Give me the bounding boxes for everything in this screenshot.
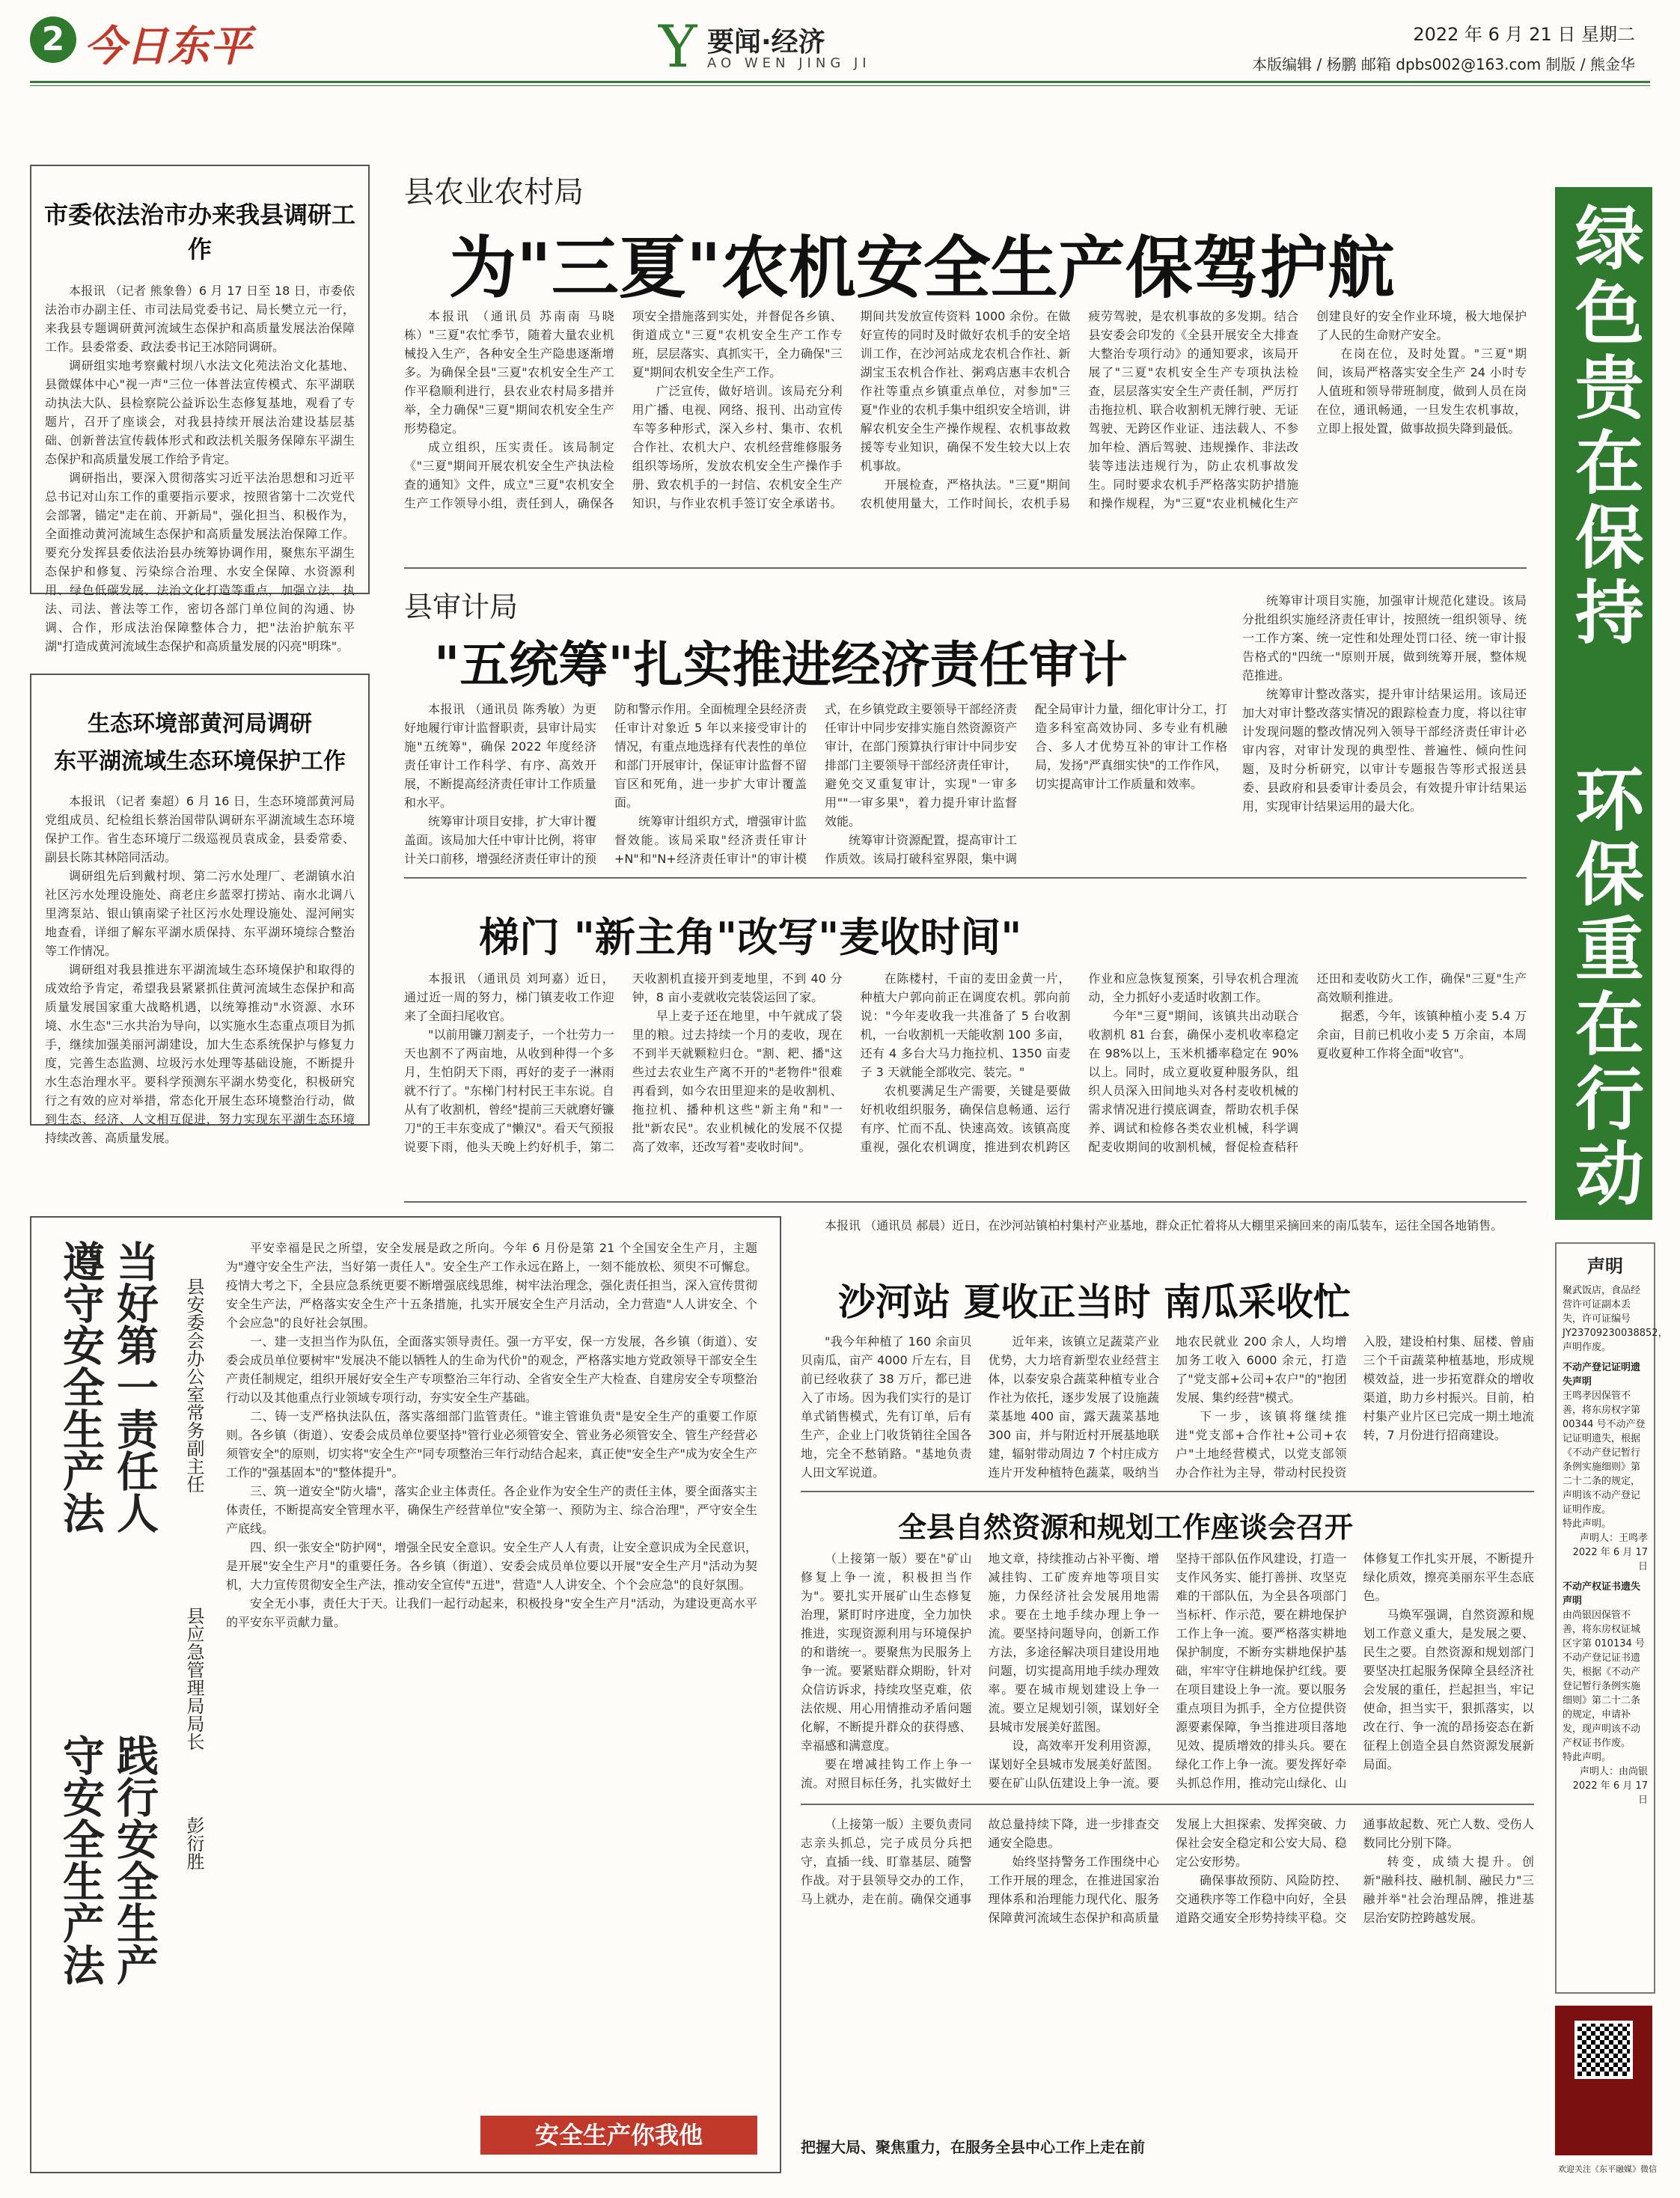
notice-item: 声明人：由尚银: [1579, 1766, 1648, 1777]
paragraph: 始终坚持警务工作围绕中心工作开展的理念，在推进国家治理体系和治理能力现代化、服务保障黄河流域生态保护和高质量发展上大担探索、发挥突破、力保社会安全稳定和公安大局、稳定公安形势。: [988, 1817, 1347, 1925]
notice-item: 由尚银因保管不善，将东房权证城区字第 010134 号不动产登记证书遗失，根据《不动产登记暂行条例实施细则》第二十二条的规定，申请补发，现声明该不动产权证书作废。: [1563, 1610, 1645, 1749]
masthead-divider: [30, 81, 1650, 83]
notice-item: 特此声明。: [1563, 1752, 1612, 1763]
slogan-text-right: 环保重在行动: [1564, 763, 1644, 1212]
article-body: [404, 969, 1527, 1194]
section-divider: [801, 1804, 1534, 1805]
paragraph: 统筹审计资源配置，提高审计工作质效。该局打破科室界限，集中调配全局审计力量，细化审计分工，打造多科室高效协同、多专业有机融合、多人才优势互补的审计工作格局，发扬"严真细实快"的工作作风，切实提高审计工作质量和效率。: [825, 702, 1227, 866]
article-box-ecology: [30, 674, 370, 1145]
paragraph: 早上麦子还在地里，中午就成了袋里的粮。过去持续一个月的麦收，现在不到半天就颗粒归仓。"割、耙、播"这些过去农业生产离不开的"老物件"很难再看到，如今农田里迎来的是收割机、拖拉机、播种机这些"新主角"和"一批"新农民"。农业机械化的发展不仅提高了效率，还改写着"麦收时间"。: [632, 1009, 843, 1154]
article-headline: 为"三夏"农机安全生产保驾护航: [449, 228, 1395, 308]
paragraph: 本报讯 （记者 熊象鲁）6 月 17 日至 18 日，市委依法治市办副主任、市司法局党委书记、局长樊立元一行，来我县专题调研黄河流域生态保护和高质量发展法治保障工作。县委常委、政法委书记王冰陪同调研。: [45, 284, 355, 354]
paragraph: 农机要满足生产需要，关键是要做好机收组织服务，确保信息畅通、运行有序、忙而不乱、快速高效。该镇高度重视，强化农机调度，推进到农机跨区作业和应急恢复预案，引导农机合理流动，全力抓好小麦适时收割工作。: [860, 971, 1299, 1154]
paragraph: 据悉，今年，该镇种植小麦 5.4 万余亩，目前已机收小麦 5 万余亩，本周夏收夏种工作将全面"收官"。: [1316, 1009, 1527, 1060]
notice-item-title: 不动产登记证明遗失声明: [1563, 1362, 1641, 1388]
slogan-banner-lower: [1555, 763, 1652, 1212]
paragraph: 转变，成绩大提升。创新"融科技、融机制、融民力"三融并举"社会治理品牌，推进基层治安防控跨越发展。: [1363, 1854, 1534, 1925]
article-box-law: [30, 165, 370, 653]
paragraph: 成立组织，压实责任。该局制定《"三夏"期间开展农机安全生产执法检查的通知》文件，成立"三夏"农机安全生产工作领导小组，责任到人，确保各项安全措施落到实处，并督促各乡镇、街道成立"三夏"农机安全生产工作专班，层层落实、真抓实干，全力确保"三夏"期间农机安全生产工作。: [404, 309, 843, 510]
page-number: 2: [30, 16, 76, 63]
article-title: 生态环境部黄河局调研: [88, 711, 312, 737]
paragraph: 统筹审计项目安排，扩大审计覆盖面。该局加大任中审计比例，将审计关口前移，增强经济责任审计的预防和警示作用。全面梳理全县经济责任审计对象近 5 年以来接受审计的情况，有重点地选择有代表性的单位和部门开展审计，保证审计监督不留盲区和死角，进一步扩大审计覆盖面。: [404, 702, 807, 866]
article-body: [801, 1549, 1534, 1796]
notice-box: [1555, 1242, 1668, 1994]
paragraph: 要在增减挂钩工作上争一流。对照目标任务，扎实做好土地文章，持续推动占补平衡、增减挂钩、工矿废弃地等项目实施，力保经济社会发展用地需求。要在土地手续办理上争一流。要坚持问题导向，创新工作方法，多途径解决项目建设用地问题，切实提高用地手续办理效率。要在城市规划建设上争一流。要立足规划引领，谋划好全县城市发展美好蓝图。: [801, 1551, 1159, 1790]
notice-item: 2022 年 6 月 17 日: [1572, 1547, 1648, 1572]
paragraph: 统筹审计项目实施，加强审计规范化建设。该局分批组织实施经济责任审计，按照统一组织领导、统一工作方案、统一定性和处理处罚口径、统一审计报告格式的"四统一"原则开展，做到统筹开展，整体规范推进。: [1242, 593, 1527, 683]
section-pinyin: AO WEN JING JI: [707, 55, 871, 71]
article-headline: 沙河站 夏收正当时 南瓜采收忙: [838, 1280, 1351, 1324]
article-kicker: 县农业农村局: [404, 175, 584, 210]
paragraph: 下一步，该镇将继续推进"党支部+合作社+公司+农户"土地经营模式，以党支部领办合作社为主导，带动村民投资入股，建设柏村集、屈楼、曾庙三个千亩蔬菜种植基地，形成规模效益，进一步拓宽群众的增收渠道，助力乡村振兴。目前，柏村集产业片区已完成一期土地流转，7 月份进行招商建设。: [1176, 1334, 1534, 1480]
paragraph: 调研组先后到戴村坝、第二污水处理厂、老湖镇水泊社区污水处理设施处、商老庄乡蓝翠打捞站、南水北调八里湾泵站、银山镇南梁子社区污水处理设施处、湿河闸实地查看，详细了解东平湖水质保持、东平湖环境综合整治等工作情况。: [45, 869, 355, 958]
notice-item-title: 不动产权证书遗失声明: [1563, 1581, 1641, 1607]
paragraph: 四、织一张安全"防护网"，增强全民安全意识。安全生产人人有责，让安全意识成为全民意识，是开展"安全生产月"的重要任务。各乡镇（街道）、安委会成员单位要以开展"安全生产月"活动为契机，大力宣传贯彻安全生产法，推动安全宣传"五进"，营造"人人讲安全、个个会应急"的良好氛围。: [226, 1540, 757, 1592]
article-body: [801, 1332, 1534, 1482]
article-headline: 梯门 "新主角"改写"麦收时间": [479, 913, 1022, 961]
article-body: [45, 792, 355, 1147]
paragraph: 开展检查，严格执法。"三夏"期间农机使用量大，工作时间长，农机手易疲劳驾驶，是农机事故的多发期。结合县安委会印发的《全县开展安全大排查大整治专项行动》的通知要求，该局开展了"三夏"农机安全生产专项执法检查，层层落实安全生产责任制，严厉打击拖拉机、联合收割机无牌行驶、无证驾驶、无跨区作业证、违法载人、不参加年检、酒后驾驶、违规操作、非法改装等违法违规行为，防止农机事故发生。同时要求农机手严格落实防护措施和操作规程，为"三夏"农业机械化生产创建良好的安全作业环境，极大地保护了人民的生命财产安全。: [860, 309, 1527, 510]
article-headline: 全县自然资源和规划工作座谈会召开: [898, 1511, 1354, 1544]
paragraph: "以前用镰刀割麦子，一个壮劳力一天也割不了两亩地，从收到种得一个多月，生怕阴天下雨，再好的麦子一淋雨就不行了。"东梯门村村民王丰东说。自从有了收割机，曾经"提前三天就磨好镰刀"的王丰东变成了"懒汉"。看天气预报说要下雨，他头天晚上约好机手，第二天收割机直接开到麦地里，不到 40 分钟，8 亩小麦就收完装袋运回了家。: [404, 971, 843, 1154]
article-lead: [801, 1216, 1534, 1276]
article-body-continued: [1242, 591, 1527, 868]
notice-item: 王鸣孝因保管不善，将东房权字第 00344 号不动产登记证明遗失，根据《不动产登记暂行条例实施细则》第二十二条的规定，声明该不动产登记证明作废。: [1563, 1390, 1646, 1515]
notice-title: 声明: [1587, 1256, 1623, 1277]
notice-item: 聚武饭店，食品经营许可证副本丢失，许可证编号 JY23709230038852，声明作废。: [1563, 1285, 1668, 1353]
title-line: 守安全生产法: [56, 1734, 106, 1985]
paragraph: 近年来，该镇立足蔬菜产业优势，大力培育新型农业经营主体，以泰安泉合蔬菜种植专业合作社为依托，逐步发展了设施蔬菜基地 400 亩，露天蔬菜基地 300 亩，并与附近村开展基地联建，辐射带动周边 7 个村庄成方连片开发种植特色蔬菜，吸纳当地农民就业 200 余人，人均增加务工收入 6000 余元，打造了"党支部+公司+农户"的"抱团发展、集约经营"模式。: [988, 1334, 1347, 1480]
notice-item: 2022 年 6 月 17 日: [1572, 1780, 1648, 1806]
paragraph: 马焕军强调，自然资源和规划工作意义重大，是发展之要、民生之要。自然资源和规划部门要坚决扛起服务保障全县经济社会发展的重任，拦起担当，牢记使命，担当实干，狠抓落实，以改在行、争一流的昂扬姿态在新征程上创造全县自然资源发展新局面。: [1363, 1608, 1534, 1771]
advertisement-image: [1555, 2006, 1652, 2155]
paragraph: 本报讯 （记者 秦超）6 月 16 日，生态环境部黄河局党组成员、纪检组长蔡治国带队调研东平湖流域生态环境保护工作。省生态环境厅二级巡视员袁成金，县委常委、副县长陈其林陪同活动。: [45, 794, 355, 864]
paragraph: 今年"三夏"期间，该镇共出动联合收割机 81 台套，确保小麦机收率稳定在 98%以上，玉米机播率稳定在 90%以上。同时，成立夏收夏种服务队，组织人员深入田间地头对各村麦收机械的需求情况进行摸底调查，帮助农机手保养、调试和检修各类农业机械，科学调配麦收期间的收割机械，督促检查秸秆还田和麦收防火工作，确保"三夏"生产高效顺利推进。: [1088, 971, 1527, 1154]
paragraph: 二、铸一支严格执法队伍，落实落细部门监管责任。"谁主管谁负责"是安全生产的重要工作原则。各乡镇（街道）、安委会成员单位要坚持"管行业必须管安全、管业务必须管安全、管生产经营必须管安全"的原则，切实将"安全生产"同专项整治三年行动结合起来，真正使"安全生产"成为安全生产工作的"强基固本"的"整体提升"。: [226, 1409, 757, 1480]
issue-date: 2022 年 6 月 21 日 星期二: [1413, 24, 1635, 45]
article-subtitle: 东平湖流域生态环境保护工作: [54, 748, 346, 775]
paper-name-logo: 今日东平: [84, 22, 251, 71]
paragraph: 本报讯 （通讯员 刘珂嘉）近日，通过近一周的努力，梯门镇麦收工作迎来了全面扫尾收官。: [404, 971, 614, 1023]
title-line: 践行安全生产: [110, 1734, 159, 1985]
section-divider: [404, 1201, 1527, 1203]
paragraph: 三、筑一道安全"防火墙"，落实企业主体责任。各企业作为安全生产的责任主体，要全面落实主体责任，不断提高安全管理水平，确保生产经营单位"安全第一、预防为主、综合治理"，严守安全生产底线。: [226, 1484, 757, 1536]
paragraph: "我今年种植了 160 余亩贝贝南瓜，亩产 4000 斤左右，目前已经收获了 38 万斤，都已进入了市场。因为我们实行的是订单式销售模式，先有订单，后有生产，企业上门收货销往全国各地，完全不愁销路。"基地负责人田文军说道。: [801, 1334, 972, 1480]
article-headline: "五统筹"扎实推进经济责任审计: [434, 635, 1128, 694]
qr-code-icon: [1574, 2021, 1633, 2079]
section-divider: [404, 877, 1527, 879]
paragraph: 本报讯 （通讯员 陈秀敏）为更好地履行审计监督职责，县审计局实施"五统筹"，确保 2022 年度经济责任审计工作科学、有序、高效开展，不断提高经济责任审计工作质量和水平。: [404, 702, 596, 810]
title-line: 当好第一责任人: [110, 1240, 159, 1533]
commentary-body: [226, 1239, 757, 2092]
wechat-caption: 欢迎关注《东平融媒》微信: [1558, 2164, 1657, 2174]
commentary-title-2: [54, 1734, 162, 2048]
paragraph: 本报讯 （通讯员 郝晨）近日，在沙河站镇柏村集村产业基地，群众正忙着将从大棚里采摘回来的南瓜装车，运往全国各地销售。: [825, 1218, 1503, 1233]
section-letter: Y: [659, 13, 697, 81]
paragraph: 调研组实地考察戴村坝八水法文化苑法治文化基地、县微媒体中心"视一声"三位一体普法宣传模式、东平湖联动执法大队、县检察院公益诉讼生态修复基地，观看了专题片，召开了座谈会，对我县持续开展法治建设基层基础、创新普法宣传载体形式和政法机关服务保障东平湖生态保护和高质量发展工作给予肯定。: [45, 358, 355, 466]
editor-line: 本版编辑 / 杨鹏 邮箱 dpbs002@163.com 制版 / 熊金华: [1252, 55, 1635, 73]
paragraph: 一、建一支担当作为队伍，全面落实领导责任。强一方平安，保一方发展，各乡镇（街道）、安委会成员单位要树牢"发展决不能以牺牲人的生命为代价"的观念，严格落实地方党政领导干部安全生产责任制规定，组织开展好安全生产专项整治三年行动、全省安全生产大检查、自建房安全专项整治行动以及其他重点行业领域专项行动，夯实安全生产基础。: [226, 1334, 757, 1405]
section-divider: [404, 567, 1527, 569]
notice-item: 特此声明。: [1563, 1518, 1612, 1530]
paragraph: 在岗在位，及时处置。"三夏"期间，该局严格落实安全生产 24 小时专人值班和领导带班制度，做到人员在岗在位，通讯畅通，一旦发生农机事故，立即上报处置，做事故损失降到最低。: [1316, 347, 1527, 436]
article-kicker: 县审计局: [404, 590, 519, 623]
paragraph: 安全无小事，责任大于天。让我们一起行动起来，积极投身"安全生产月"活动，为建设更高水平的平安东平贡献力量。: [226, 1596, 757, 1629]
section-title: 要闻·经济: [707, 27, 825, 58]
paragraph: 统筹审计组织方式，增强审计监督效能。该局采取"经济责任审计+N"和"N+经济责任审计"的审计模式，在乡镇党政主要领导干部经济责任审计中同步安排实施自然资源资产审计，在部门预算执行审计中同步安排部门主要领导干部经济责任审计，避免交叉重复审计，实现"一审多用""一审多果"，着力提升审计监督效能。: [614, 702, 1017, 866]
paragraph: 统筹审计整改落实，提升审计结果运用。该局还加大对审计整改落实情况的跟踪检查力度，将以往审计发现问题的整改情况列入领导干部经济责任审计必审内容，对审计发现的典型性、普遍性、倾向性问题，及时分析研究，以审计专题报告等形式报送县委、县政府和县委审计委员会，有效提升审计结果运用，实现审计结果运用的最大化。: [1242, 687, 1527, 813]
paragraph: 平安幸福是民之所望，安全发展是政之所向。今年 6 月份是第 21 个全国安全生产月，主题为"遵守安全生产法，当好第一责任人"。安全生产工作永远在路上，一刻不能放松、须臾不可懈怠。疫情大考之下，全县应急系统更要不断增强底线思维，树牢法治理念，强化责任担当，深入宣传贯彻安全生产法，严格落实安全生产十五条措施，扎实开展安全生产月活动，全力营造"人人讲安全、个个会应急"的良好社会氛围。: [226, 1241, 757, 1330]
paragraph: （上接第一版）主要负责同志亲头抓总，完子成员分兵把守，直插一线、盯靠基层、随警作战。对于县领导交办的工作，马上就办，走在前。确保交通事故总量持续下降，进一步排查交通安全隐患。: [801, 1817, 1159, 1906]
masthead-divider-thin: [30, 85, 1650, 86]
notice-item: 声明人：王鸣孝: [1579, 1533, 1648, 1544]
paragraph: 调研指出，要深入贯彻落实习近平法治思想和习近平总书记对山东工作的重要指示要求，按照省第十二次党代会部署，锚定"走在前、开新局"，强化担当、积极作为，全面推动黄河流域生态保护和高质量发展法治保障工作。要充分发挥县委依法治县办统筹协调作用，聚焦东平湖生态保护和修复、污染综合治理、水安全保障、水资源利用、绿色低碳发展、法治文化打造等重点，加强立法、执法、司法、普法等工作，密切各部门单位间的沟通、协调、合作，形成法治保障整体合力，把"法治护航东平湖"打造成黄河流域生态保护和高质量发展的闪亮"明珠"。: [45, 471, 355, 653]
article-body: [45, 281, 355, 656]
article-body: [404, 307, 1527, 561]
paragraph: 确保事故预防、风险防控、交通秩序等工作稳中向好，全县道路交通安全形势持续平稳。交通事故起数、死亡人数、受伤人数同比分别下降。: [1176, 1817, 1534, 1925]
paragraph: 在陈楼村，千亩的麦田金黄一片，种植大户郭向前正在调度农机。郭向前说："今年麦收我一共准备了 5 台收割机，一台收割机一天能收割 100 多亩，还有 4 多台大马力拖拉机、1350 亩麦子 3 天就能全部收完、装完。": [860, 971, 1071, 1079]
paragraph: （上接第一版）要在"矿山修复上争一流，积极担当作为"。要扎实开展矿山生态修复治理，紧盯时序进度，全力加快推进，实现资源利用与环境保护的和谐统一。要聚焦为民服务上争一流。要紧贴群众期盼，针对众信访诉求，持续攻坚克难，依法依规、用心用情推动矛盾问题化解，不断提升群众的获得感、幸福感和满意度。: [801, 1551, 972, 1753]
notice-body: [1557, 1283, 1668, 1807]
slogan-text-left: 绿色贵在保持: [1564, 202, 1644, 651]
paragraph: 调研组对我县推进东平湖流域生态环境保护和取得的成效给予肯定，希望我县紧紧抓住黄河流域生态保护和高质量发展国家重大战略机遇，以统筹推动"水资源、水环境、水生态"三水共治为导向，以实施水生态重点项目为抓手，继续加强美丽河湖建设，加大生态系统保护与修复力度，完善生态监测、垃圾污水处理等基础设施，不断提升水生态治理水平。要科学预测东平湖水势变化，积极研究行之有效的应对举措，常态化开展生态环境整治行动，做到生态、经济、人文相互促进，努力实现东平湖生态环境持续改善、高质量发展。: [45, 962, 355, 1145]
article-body: [404, 700, 1227, 872]
section-divider: [801, 1491, 1534, 1492]
article-body: [801, 1815, 1534, 2129]
article-headline: 把握大局、聚焦重力，在服务全县中心工作上走在前: [801, 2138, 1145, 2156]
paragraph: 设，高效率开发利用资源，谋划好全县城市发展美好蓝图。要在矿山队伍建设上争一流。要坚持干部队伍作风建设，打造一支作风务实、能打善拼、攻坚克难的干部队伍，为全县各项部门当标杆、作示范，要在耕地保护工作上争一流。要严格落实耕地保护制度，不断夯实耕地保护基础，牢牢守住耕地保护红线。要在项目建设上争一流。要以服务重点项目为抓手，全方位提供资源要素保障，争当推进项目落地见效、提质增效的排头兵。要在绿化工作上争一流。要发挥好牵头抓总作用，推动完山绿化、山体修复工作扎实开展，不断提升绿化质效，擦亮美丽东平生态底色。: [988, 1551, 1534, 1790]
author-title-2: 县应急管理局局长: [183, 1607, 204, 1750]
safety-badge: 安全生产你我他: [480, 2116, 757, 2155]
commentary-title: [54, 1240, 162, 1704]
paragraph: 本报讯 （通讯员 苏南南 马晓栋）"三夏"农忙季节，随着大量农业机械投入生产，各种安全生产隐患逐渐增多。为确保全县"三夏"农机安全生产工作平稳顺利进行，县农业农村局多措并举，全力确保"三夏"期间农机安全生产形势稳定。: [404, 309, 614, 436]
commentary-box: [30, 1216, 781, 2173]
title-line: 遵守安全生产法: [56, 1240, 106, 1533]
paragraph: 广泛宣传，做好培训。该局充分利用广播、电视、网络、报刊、出动宣传车等多种形式，深入乡村、集市、农机合作社、农机大户、农机经营维修服务组织等场所，发放农机安全生产操作手册、致农机手的一封信、农机安全生产知识，与作业农机手签订安全承诺书。期间共发放宣传资料 1000 余份。在做好宣传的同时及时做好农机手的安全培训工作，在沙河站成龙农机合作社、新湖宝玉农机合作社、粥鸡店惠丰农机合作社等重点乡镇重点单位，对参加"三夏"作业的农机手集中组织安全培训，讲解农机安全生产操作规程、农机事故救援等专业知识，确保不发生较大以上农机事故。: [632, 309, 1071, 510]
author-name: 彭衍胜: [183, 1816, 204, 1870]
author-title: 县安委会办公室常务副主任: [183, 1277, 204, 1493]
article-title: 市委依法治市办来我县调研工作: [43, 201, 355, 263]
